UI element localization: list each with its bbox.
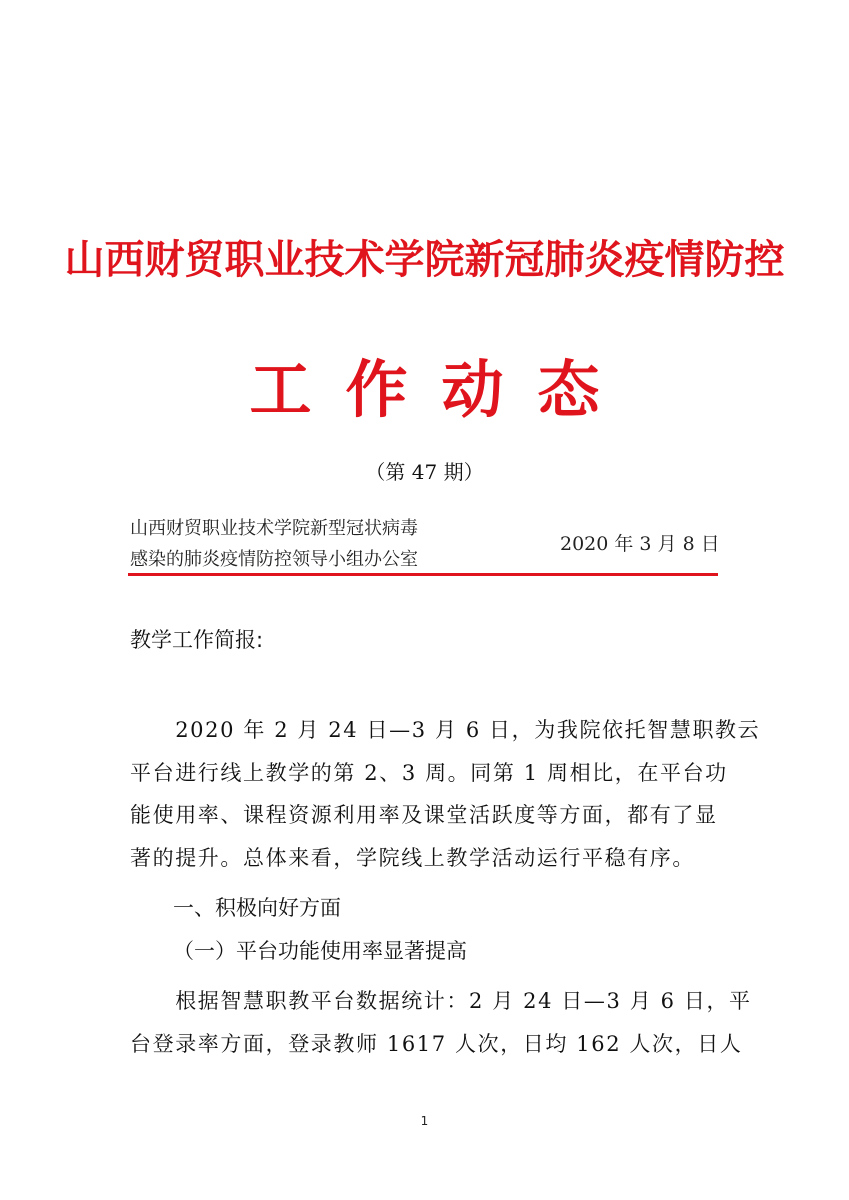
paragraph-line: 能使用率、课程资源利用率及课堂活跃度等方面，都有了显	[130, 803, 718, 827]
paragraph-line: 2020 年 2 月 24 日—3 月 6 日，为我院依托智慧职教云	[130, 718, 761, 742]
issuer-line-1: 山西财贸职业技术学院新型冠状病毒	[130, 518, 418, 539]
paragraph-line: 著的提升。总体来看，学院线上教学活动运行平稳有序。	[130, 845, 695, 870]
heading-level-2: （一）平台功能使用率显著提高	[173, 939, 467, 963]
issuer-line-2: 感染的肺炎疫情防控领导小组办公室	[130, 549, 418, 570]
heading-level-1: 一、积极向好方面	[173, 896, 341, 920]
red-divider	[128, 573, 718, 576]
intro-paragraph	[130, 709, 761, 879]
paragraph-line: 平台进行线上教学的第 2、3 周。同第 1 周相比，在平台功	[130, 760, 728, 785]
issuer	[130, 513, 418, 575]
issue-date: 2020 年 3 月 8 日	[560, 533, 720, 555]
paragraph-line: 根据智慧职教平台数据统计：2 月 24 日—3 月 6 日，平	[130, 989, 752, 1013]
masthead-title: 山西财贸职业技术学院新冠肺炎疫情防控	[64, 236, 785, 283]
stats-paragraph	[130, 980, 752, 1065]
page-number: 1	[420, 1114, 429, 1128]
section-heading: 教学工作简报:	[130, 628, 264, 652]
issue-number: （第 47 期）	[365, 460, 484, 484]
masthead-subtitle: 工作动态	[249, 353, 634, 426]
paragraph-line: 台登录率方面，登录教师 1617 人次，日均 162 人次，日人	[130, 1031, 743, 1056]
